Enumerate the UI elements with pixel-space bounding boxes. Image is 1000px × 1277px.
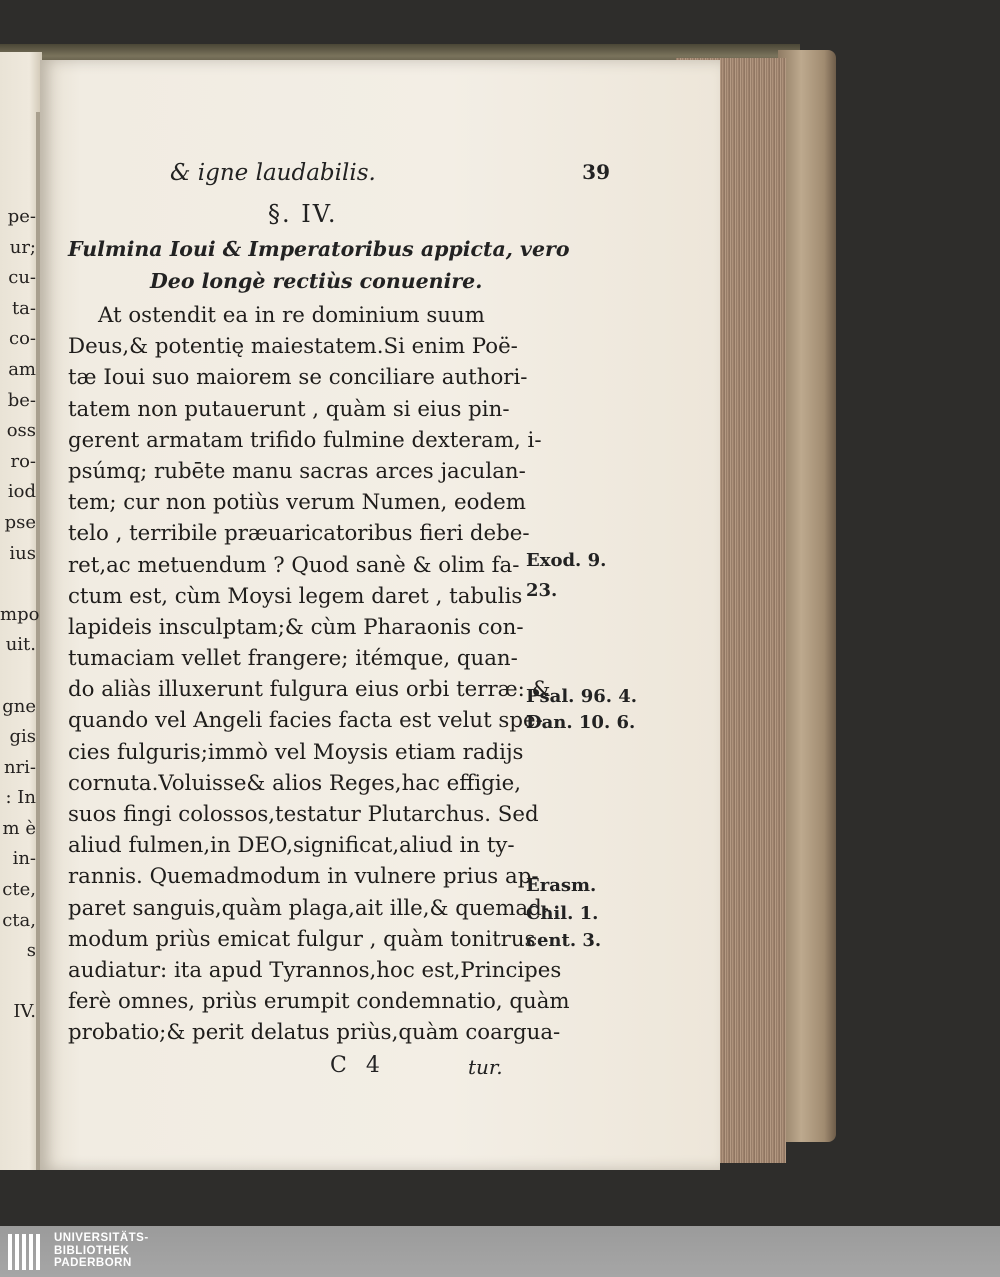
- left-page-fragment: pse: [4, 511, 36, 533]
- text-line: telo , terribile præuaricatoribus fieri debe-: [68, 521, 530, 547]
- text-line: lapideis insculptam;& cùm Pharaonis con-: [68, 614, 524, 640]
- signature-mark: C 4: [330, 1053, 386, 1078]
- running-head: & igne laudabilis.: [170, 160, 376, 186]
- margin-note: Dan. 10. 6.: [526, 712, 636, 733]
- library-name: [54, 1232, 149, 1270]
- text-line: do aliàs illuxerunt fulgura eius orbi terræ: &: [68, 677, 551, 703]
- text-line: ctum est, cùm Moysi legem daret , tabulis: [68, 583, 523, 609]
- left-page-fragment: [0, 661, 40, 692]
- library-name-line-2: BIBLIOTHEK: [54, 1244, 130, 1257]
- left-page-fragment: [0, 967, 40, 998]
- left-page-fragment: s: [26, 940, 36, 962]
- text-line: Deus,& potentię maiestatem.Si enim Poë-: [68, 334, 518, 360]
- text-line: cies fulguris;immò vel Moysis etiam radijs: [68, 739, 524, 765]
- text-line: At ostendit ea in re dominium suum: [98, 303, 485, 328]
- left-page-fragment: ur;: [9, 236, 36, 258]
- left-page-fragment: IV.: [13, 1001, 36, 1023]
- left-page-fragment: mpo: [0, 603, 40, 625]
- text-line: psúmq; rubēte manu sacras arces jaculan-: [68, 458, 526, 484]
- right-page: [40, 60, 720, 1170]
- text-line: paret sanguis,quàm plaga,ait ille,& quemad-: [68, 895, 549, 921]
- text-line: probatio;& perit delatus priùs,quàm coargua-: [68, 1020, 561, 1046]
- text-line: aliud fulmen,in DEO,significat,aliud in ty-: [68, 833, 515, 859]
- left-page-fragment: gis: [9, 726, 36, 748]
- text-line: cornuta.Voluisse& alios Reges,hac effigie,: [68, 770, 522, 796]
- left-page-fragment: uit.: [5, 634, 36, 656]
- text-line: tæ Ioui suo maiorem se conciliare authori-: [68, 365, 528, 391]
- text-line: rannis. Quemadmodum in vulnere prius ap-: [68, 864, 539, 890]
- left-page-edge: [0, 52, 42, 1170]
- text-line: ret,ac metuendum ? Quod sanè & olim fa-: [68, 552, 520, 578]
- text-line: gerent armatam trifido fulmine dexteram, i-: [68, 427, 542, 453]
- page-number: 39: [582, 160, 610, 184]
- left-page-fragment: ius: [9, 542, 36, 564]
- margin-note: Erasm.: [526, 875, 597, 896]
- left-page-fragment: pe-: [7, 206, 36, 227]
- margin-note: Psal. 96. 4.: [526, 686, 638, 707]
- left-page-fragment: in-: [12, 848, 36, 870]
- library-name-line-1: UNIVERSITÄTS-: [54, 1232, 149, 1244]
- left-page-fragment: be-: [7, 389, 36, 411]
- left-page-fragment: cu-: [8, 267, 36, 289]
- text-line: suos fingi colossos,testatur Plutarchus. Sed: [68, 802, 539, 827]
- margin-note: cent. 3.: [526, 930, 602, 951]
- left-page-fragment: m è: [2, 817, 36, 839]
- library-name-line-3: PADERBORN: [54, 1257, 132, 1269]
- text-line: tatem non putauerunt , quàm si eius pin-: [68, 396, 510, 422]
- margin-note: Exod. 9.: [526, 550, 607, 571]
- margin-note: Chil. 1.: [526, 903, 599, 924]
- left-page-fragment: iod: [7, 481, 36, 503]
- left-page-fragment: co-: [9, 328, 36, 350]
- left-page-fragment: gne: [2, 695, 36, 717]
- library-logo-icon: [8, 1232, 48, 1272]
- left-page-fragment: [0, 569, 40, 600]
- text-line: modum priùs emicat fulgur , quàm tonitrus: [68, 926, 536, 952]
- left-page-fragment: cte,: [2, 879, 36, 901]
- left-page-text-fragments: [0, 202, 40, 1028]
- left-page-fragment: cta,: [2, 909, 36, 931]
- left-page-fragment: am: [8, 358, 36, 380]
- section-title-line-2: Deo longè rectiùs conuenire.: [150, 269, 483, 293]
- text-line: tem; cur non potiùs verum Numen, eodem: [68, 490, 526, 516]
- page-header: [170, 160, 610, 194]
- left-page-fragment: nri-: [3, 756, 36, 778]
- book-spine: [778, 50, 836, 1142]
- left-page-fragment: ta-: [11, 297, 36, 319]
- text-line: audiatur: ita apud Tyrannos,hoc est,Principes: [68, 957, 562, 983]
- text-line: quando vel Angeli facies facta est velut spe-: [68, 708, 543, 734]
- left-page-fragment: : In: [5, 787, 36, 809]
- catchword: tur.: [468, 1055, 503, 1079]
- margin-note: 23.: [526, 580, 558, 601]
- text-line: ferè omnes, priùs erumpit condemnatio, quàm: [68, 989, 570, 1015]
- text-line: tumaciam vellet frangere; itémque, quan-: [68, 646, 518, 672]
- left-page-fragment: ro-: [10, 450, 36, 472]
- section-heading: §. IV.: [268, 200, 338, 228]
- library-footer: [0, 1226, 1000, 1277]
- section-title-line-1: Fulmina Ioui & Imperatoribus appicta, vero: [68, 237, 570, 261]
- left-page-fragment: oss: [6, 420, 36, 442]
